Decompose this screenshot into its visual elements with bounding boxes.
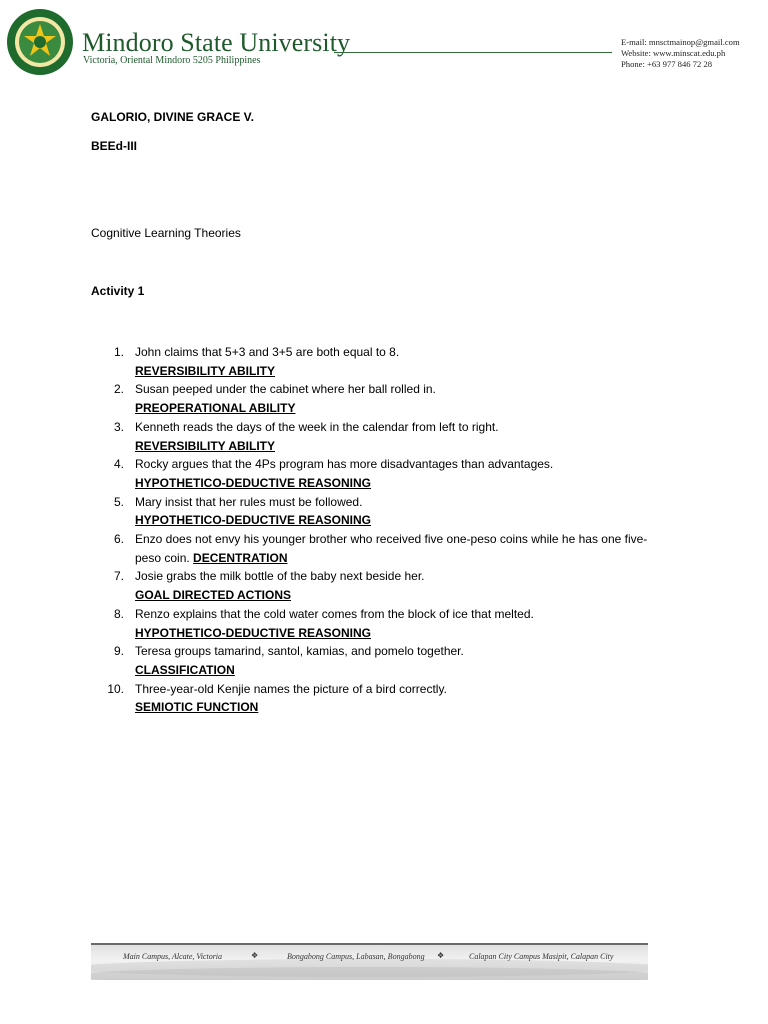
item-answer: REVERSIBILITY ABILITY xyxy=(135,438,276,453)
university-address: Victoria, Oriental Mindoro 5205 Philippines xyxy=(83,55,261,66)
item-question: Teresa groups tamarind, santol, kamias, and pomelo together. xyxy=(135,644,464,659)
university-name: Mindoro State University xyxy=(82,28,351,57)
item-answer: SEMIOTIC FUNCTION xyxy=(135,700,259,715)
contact-email: E-mail: mnsctmainop@gmail.com xyxy=(621,37,740,47)
item-number: 4. xyxy=(113,457,124,472)
header-rule xyxy=(334,52,612,53)
item-question: Rocky argues that the 4Ps program has more disadvantages than advantages. xyxy=(135,457,554,472)
item-question: Renzo explains that the cold water comes from the block of ice that melted. xyxy=(135,606,534,621)
student-name: GALORIO, DIVINE GRACE V. xyxy=(91,110,254,124)
contact-phone: Phone: +63 977 846 72 28 xyxy=(621,59,713,69)
footer-separator-icon: ❖ xyxy=(251,951,259,960)
item-answer: CLASSIFICATION xyxy=(135,662,235,677)
footer-wave xyxy=(91,967,648,980)
item-question: Susan peeped under the cabinet where her ball rolled in. xyxy=(135,382,436,397)
item-question: Enzo does not envy his younger brother who received five one-peso coins while he has one five- xyxy=(135,532,648,547)
item-answer: DECENTRATION xyxy=(193,550,288,565)
item-question: Kenneth reads the days of the week in the calendar from left to right. xyxy=(135,419,499,434)
item-question-tail: peso coin. xyxy=(135,550,190,565)
list-item xyxy=(100,493,700,530)
list-item xyxy=(100,380,700,417)
footer-campus-bongabong: Bongabong Campus, Labasan, Bongabong xyxy=(287,952,425,961)
list-item xyxy=(100,567,700,604)
item-number: 1. xyxy=(113,345,124,359)
item-answer: REVERSIBILITY ABILITY xyxy=(135,363,276,378)
contact-website: Website: www.minscat.edu.ph xyxy=(621,48,726,58)
item-number: 7. xyxy=(113,569,124,584)
footer-separator-icon: ❖ xyxy=(437,951,445,960)
item-answer: HYPOTHETICO-DEDUCTIVE REASONING xyxy=(135,475,372,490)
item-question: John claims that 5+3 and 3+5 are both equal to 8. xyxy=(135,345,400,359)
list-item xyxy=(100,680,700,717)
item-question: Three-year-old Kenjie names the picture of a bird correctly. xyxy=(135,681,447,696)
item-number: 9. xyxy=(113,644,124,659)
item-question-continued xyxy=(135,549,700,568)
list-item xyxy=(100,343,700,380)
footer-campus-main: Main Campus, Alcate, Victoria xyxy=(123,952,223,961)
course: BEEd-III xyxy=(91,139,138,153)
activity-title: Activity 1 xyxy=(91,284,145,298)
university-seal-icon xyxy=(6,8,74,76)
item-number: 3. xyxy=(113,419,124,434)
answer-list xyxy=(100,343,700,717)
list-item xyxy=(100,530,700,567)
contact-block xyxy=(621,37,740,70)
list-item xyxy=(100,418,700,455)
footer-campus-calapan: Calapan City Campus Masipit, Calapan City xyxy=(469,952,614,961)
item-answer: PREOPERATIONAL ABILITY xyxy=(135,401,296,416)
footer-banner xyxy=(91,943,648,980)
item-number: 2. xyxy=(113,382,124,397)
item-number: 10. xyxy=(107,681,124,696)
item-number: 6. xyxy=(113,532,124,547)
item-answer: GOAL DIRECTED ACTIONS xyxy=(135,588,292,603)
item-answer: HYPOTHETICO-DEDUCTIVE REASONING xyxy=(135,625,372,640)
list-item xyxy=(100,605,700,642)
item-number: 5. xyxy=(113,494,124,509)
item-question: Mary insist that her rules must be followed. xyxy=(135,494,363,509)
item-number: 8. xyxy=(113,606,124,621)
item-question: Josie grabs the milk bottle of the baby next beside her. xyxy=(135,569,425,584)
item-answer: HYPOTHETICO-DEDUCTIVE REASONING xyxy=(135,513,372,528)
topic-title: Cognitive Learning Theories xyxy=(91,226,241,240)
list-item xyxy=(100,455,700,492)
list-item xyxy=(100,642,700,679)
